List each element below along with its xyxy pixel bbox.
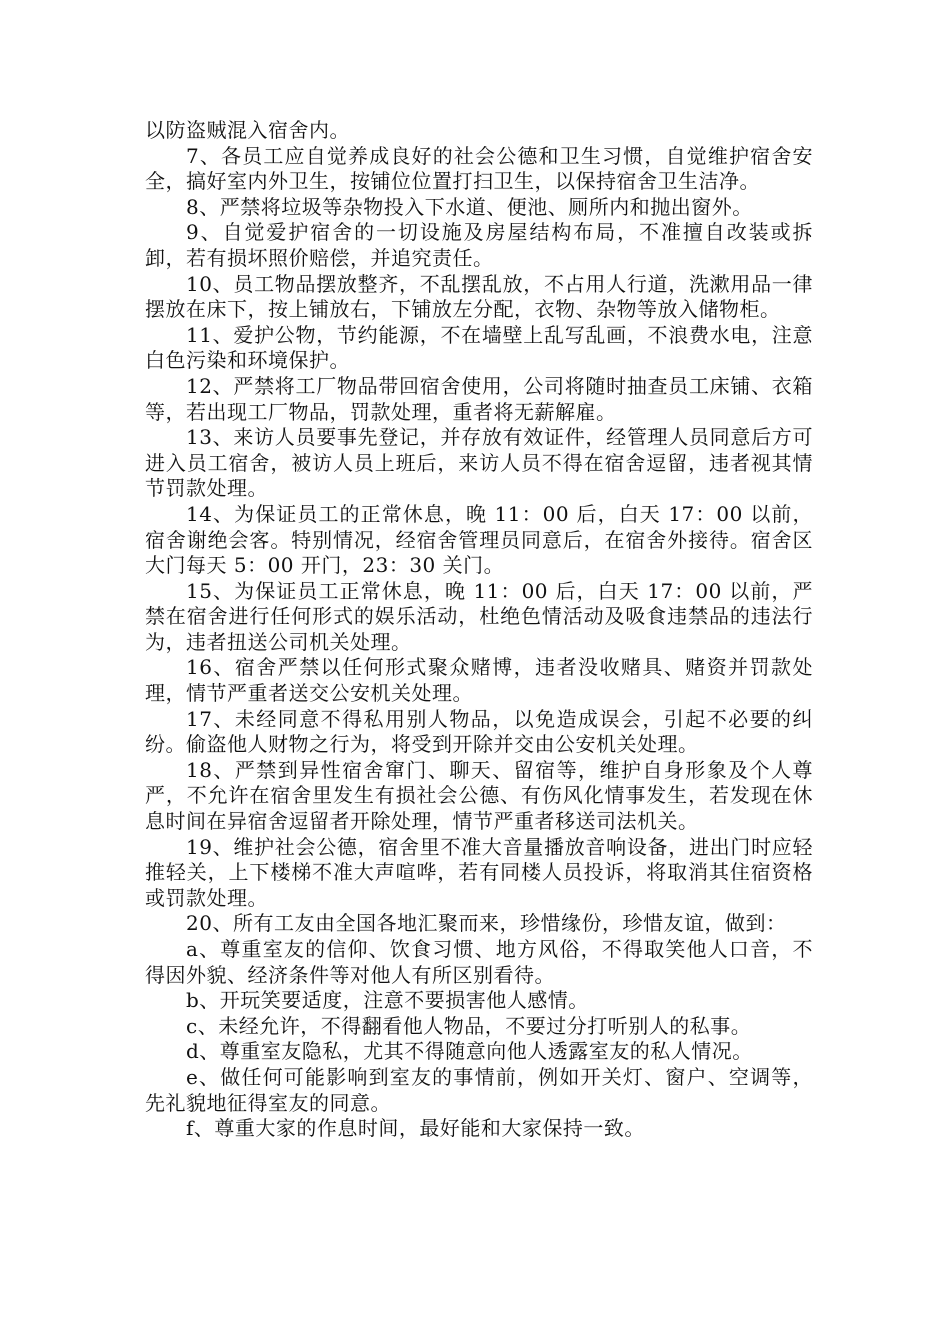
rule-20-item-c: c、未经允许，不得翻看他人物品，不要过分打听别人的私事。 <box>186 1013 752 1038</box>
rule-14: 14、为保证员工的正常休息，晚 11：00 后，白天 17：00 以前，宿舍谢绝会客。特别情况，经宿舍管理员同意后，在宿舍外接待。宿舍区大门每天 5：00 开门，23：30 关门。 <box>145 501 813 578</box>
rule-15: 15、为保证员工正常休息，晚 11：00 后，白天 17：00 以前，严禁在宿舍进行任何形式的娱乐活动，杜绝色情活动及吸食违禁品的违法行为，违者扭送公司机关处理。 <box>145 578 813 654</box>
rule-8: 8、严禁将垃圾等杂物投入下水道、便池、厕所内和抛出窗外。 <box>186 194 753 219</box>
rule-17: 17、未经同意不得私用别人物品，以免造成误会，引起不必要的纠纷。偷盗他人财物之行为，将受到开除并交由公安机关处理。 <box>145 706 813 757</box>
rule-20-item-d: d、尊重室友隐私，尤其不得随意向他人透露室友的私人情况。 <box>186 1039 753 1064</box>
rule-20-item-a: a、尊重室友的信仰、饮食习惯、地方风俗，不得取笑他人口音，不得因外貌、经济条件等对他人有所区别看待。 <box>145 937 813 987</box>
rule-20-item-f: f、尊重大家的作息时间，最好能和大家保持一致。 <box>186 1116 645 1141</box>
rule-13: 13、来访人员要事先登记，并存放有效证件，经管理人员同意后方可进入员工宿舍，被访人员上班后，来访人员不得在宿舍逗留，违者视其情节罚款处理。 <box>145 425 813 501</box>
rule-19: 19、维护社会公德，宿舍里不准大音量播放音响设备，进出门时应轻推轻关，上下楼梯不准大声喧哗，若有同楼人员投诉，将取消其住宿资格或罚款处理。 <box>145 834 813 910</box>
rule-10: 10、员工物品摆放整齐，不乱摆乱放，不占用人行道，洗漱用品一律摆放在床下，按上铺放右，下铺放左分配，衣物、杂物等放入储物柜。 <box>145 271 813 322</box>
document-body <box>145 118 813 1142</box>
rule-9: 9、自觉爱护宿舍的一切设施及房屋结构布局，不准擅自改装或拆卸，若有损坏照价赔偿，并追究责任。 <box>145 220 813 270</box>
rule-16: 16、宿舍严禁以任何形式聚众赌博，违者没收赌具、赌资并罚款处理，情节严重者送交公安机关处理。 <box>145 655 813 706</box>
rule-12: 12、严禁将工厂物品带回宿舍使用，公司将随时抽查员工床铺、衣箱等，若出现工厂物品，罚款处理，重者将无薪解雇。 <box>145 373 813 424</box>
rule-7: 7、各员工应自觉养成良好的社会公德和卫生习惯，自觉维护宿舍安全，搞好室内外卫生，按铺位位置打扫卫生，以保持宿舍卫生洁净。 <box>145 143 813 194</box>
paragraph-continuation: 以防盗贼混入宿舍内。 <box>145 118 350 142</box>
rule-20-item-b: b、开玩笑要适度，注意不要损害他人感情。 <box>186 988 589 1013</box>
rule-20: 20、所有工友由全国各地汇聚而来，珍惜缘份，珍惜友谊，做到： <box>186 911 787 936</box>
rule-11: 11、爱护公物，节约能源，不在墙壁上乱写乱画，不浪费水电，注意白色污染和环境保护。 <box>145 322 813 373</box>
rule-18: 18、严禁到异性宿舍窜门、聊天、留宿等，维护自身形象及个人尊严，不允许在宿舍里发生有损社会公德、有伤风化情事发生，若发现在休息时间在异宿舍逗留者开除处理，情节严重者移送司法机关。 <box>145 757 813 834</box>
rule-20-item-e: e、做任何可能影响到室友的事情前，例如开关灯、窗户、空调等，先礼貌地征得室友的同意。 <box>145 1064 813 1115</box>
